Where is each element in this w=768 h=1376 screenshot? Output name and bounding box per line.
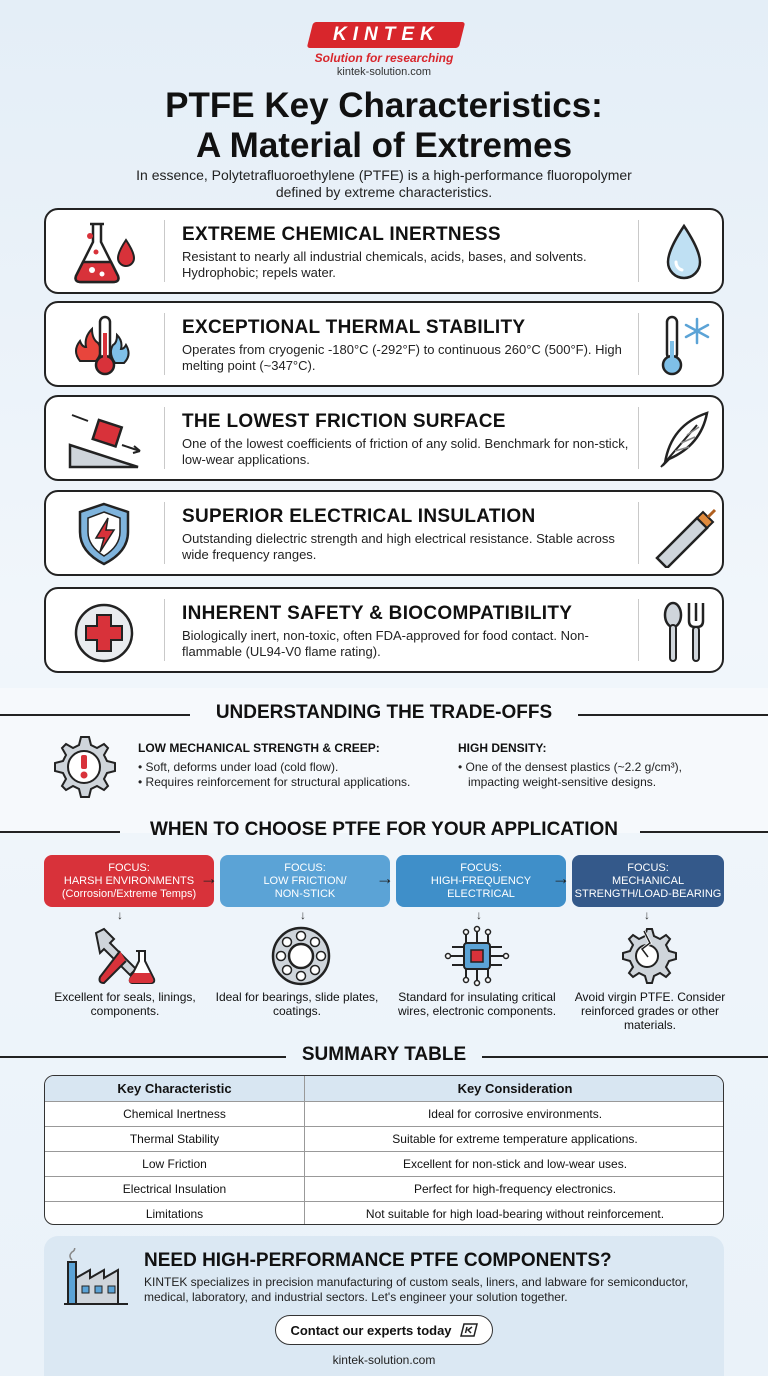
tradeoffs-heading: UNDERSTANDING THE TRADE-OFFS (215, 702, 553, 723)
choose-header (0, 819, 768, 843)
focus-low-friction: FOCUS: LOW FRICTION/ NON-STICK (220, 855, 390, 907)
table-cell: Electrical Insulation (45, 1177, 305, 1201)
tagline: Solution for researching (314, 51, 454, 65)
water-drop-icon (651, 218, 717, 286)
table-cell: Excellent for non-stick and low-wear uses. (402, 1157, 628, 1171)
table-row (45, 1201, 724, 1225)
summary-table (44, 1075, 724, 1225)
sliding-block-icon (66, 405, 142, 473)
table-row (45, 1126, 724, 1151)
card-desc: Outstanding dielectric strength and high electrical resistance. Stable across wide frequency ranges. (182, 531, 615, 562)
flame-thermometer-icon (66, 311, 142, 379)
focus-desc: Avoid virgin PTFE. Consider reinforced grades or other materials. (574, 990, 726, 1032)
table-cell: Perfect for high-frequency electronics. (413, 1182, 617, 1196)
tradeoff-left-title: LOW MECHANICAL STRENGTH & CREEP: (138, 741, 380, 755)
card-electrical-insulation (44, 490, 724, 576)
table-header-cell: Key Consideration (457, 1081, 573, 1096)
choose-heading: WHEN TO CHOOSE PTFE FOR YOUR APPLICATION (150, 819, 618, 840)
site-url-top[interactable]: kintek-solution.com (336, 66, 432, 78)
card-title: EXCEPTIONAL THERMAL STABILITY (182, 317, 526, 338)
focus-desc: Ideal for bearings, slide plates, coatings. (215, 990, 379, 1018)
card-desc: Operates from cryogenic -180°C (-292°F) to continuous 260°C (500°F). High melting point (~347°C). (182, 342, 622, 373)
contact-experts-button[interactable] (275, 1315, 493, 1345)
card-title: SUPERIOR ELECTRICAL INSULATION (182, 506, 536, 527)
card-low-friction (44, 395, 724, 481)
flask-icon (66, 218, 142, 286)
bullet-item: • Soft, deforms under load (cold flow). (138, 760, 339, 774)
bullet-item-continued: impacting weight-sensitive designs. (468, 775, 657, 789)
tools-flask-icon (90, 925, 160, 987)
page-title (0, 86, 768, 166)
card-title: INHERENT SAFETY & BIOCOMPATIBILITY (182, 603, 573, 624)
bullet-item: • Requires reinforcement for structural applications. (138, 775, 411, 789)
table-cell: Not suitable for high load-bearing without reinforcement. (365, 1207, 665, 1221)
factory-icon (62, 1248, 132, 1310)
table-cell: Low Friction (45, 1152, 305, 1176)
card-safety-biocompatibility (44, 587, 724, 673)
card-desc: Resistant to nearly all industrial chemicals, acids, bases, and solvents. Hydrophobic; repels water. (182, 249, 587, 280)
card-title: THE LOWEST FRICTION SURFACE (182, 411, 506, 432)
arrow-down-icon: ↓ (117, 908, 123, 922)
arrow-down-icon: ↓ (644, 908, 650, 922)
table-header-row (45, 1076, 724, 1101)
tradeoff-right-bullets (458, 760, 738, 790)
card-chemical-inertness (44, 208, 724, 294)
bullet-item: • One of the densest plastics (~2.2 g/cm³), (458, 760, 682, 774)
focus-harsh-environments: FOCUS: HARSH ENVIRONMENTS (Corrosion/Extreme Temps) (44, 855, 214, 907)
logo-text: KINTEK (332, 24, 440, 45)
gear-warning-icon (50, 733, 118, 801)
card-thermal-stability (44, 301, 724, 387)
tradeoff-left-bullets (138, 760, 458, 790)
table-cell: Limitations (45, 1202, 305, 1225)
snowflake-thermometer-icon (651, 311, 717, 379)
table-cell: Suitable for extreme temperature applications. (392, 1132, 638, 1146)
table-row (45, 1101, 724, 1126)
focus-mechanical-strength: FOCUS: MECHANICAL STRENGTH/LOAD-BEARING (572, 855, 724, 907)
arrow-right-icon: → (376, 868, 394, 888)
broken-gear-icon (612, 925, 682, 987)
table-cell: Ideal for corrosive environments. (427, 1107, 603, 1121)
cta-panel (44, 1236, 724, 1376)
title-line-1: PTFE Key Characteristics: (165, 86, 603, 125)
medical-cross-icon (66, 597, 142, 665)
arrow-right-icon: → (552, 868, 570, 888)
shield-bolt-icon (66, 500, 142, 568)
cutlery-icon (651, 597, 717, 665)
card-desc: One of the lowest coefficients of friction of any solid. Benchmark for non-stick, low-wear applications. (182, 436, 629, 467)
site-url-bottom[interactable]: kintek-solution.com (332, 1353, 436, 1367)
table-row (45, 1176, 724, 1201)
table-row (45, 1151, 724, 1176)
table-cell: Chemical Inertness (45, 1102, 305, 1126)
tradeoff-right-title: HIGH DENSITY: (458, 741, 547, 755)
feather-icon (651, 405, 717, 473)
card-title: EXTREME CHEMICAL INERTNESS (182, 224, 501, 245)
cta-title: NEED HIGH-PERFORMANCE PTFE COMPONENTS? (144, 1250, 612, 1271)
table-header-cell: Key Characteristic (45, 1076, 305, 1101)
arrow-down-icon: ↓ (300, 908, 306, 922)
kintek-mark-icon (460, 1323, 478, 1337)
focus-high-frequency: FOCUS: HIGH-FREQUENCY ELECTRICAL (396, 855, 566, 907)
arrow-right-icon: → (200, 868, 218, 888)
table-cell: Thermal Stability (45, 1127, 305, 1151)
kintek-logo (307, 22, 465, 48)
cta-desc: KINTEK specializes in precision manufacturing of custom seals, liners, and labware for semiconductor, medical, laboratory, and industrial sectors. Let's engineer your solution together. (144, 1275, 689, 1304)
cable-icon (651, 500, 717, 568)
focus-desc: Excellent for seals, linings, components. (54, 990, 196, 1018)
summary-header (0, 1044, 768, 1068)
focus-desc: Standard for insulating critical wires, electronic components. (397, 990, 557, 1018)
summary-heading: SUMMARY TABLE (301, 1044, 467, 1065)
title-line-2: A Material of Extremes (195, 126, 573, 165)
intro-text: In essence, Polytetrafluoroethylene (PTFE) is a high-performance fluoropolymer defined by extreme characteristics. (136, 167, 632, 200)
card-desc: Biologically inert, non-toxic, often FDA-approved for food contact. Non-flammable (UL94-V0 flame rating). (182, 628, 589, 659)
arrow-down-icon: ↓ (476, 908, 482, 922)
button-label: Contact our experts today (290, 1322, 452, 1338)
tradeoffs-header (0, 702, 768, 726)
bearing-icon (266, 925, 336, 987)
circuit-chip-icon (442, 925, 512, 987)
